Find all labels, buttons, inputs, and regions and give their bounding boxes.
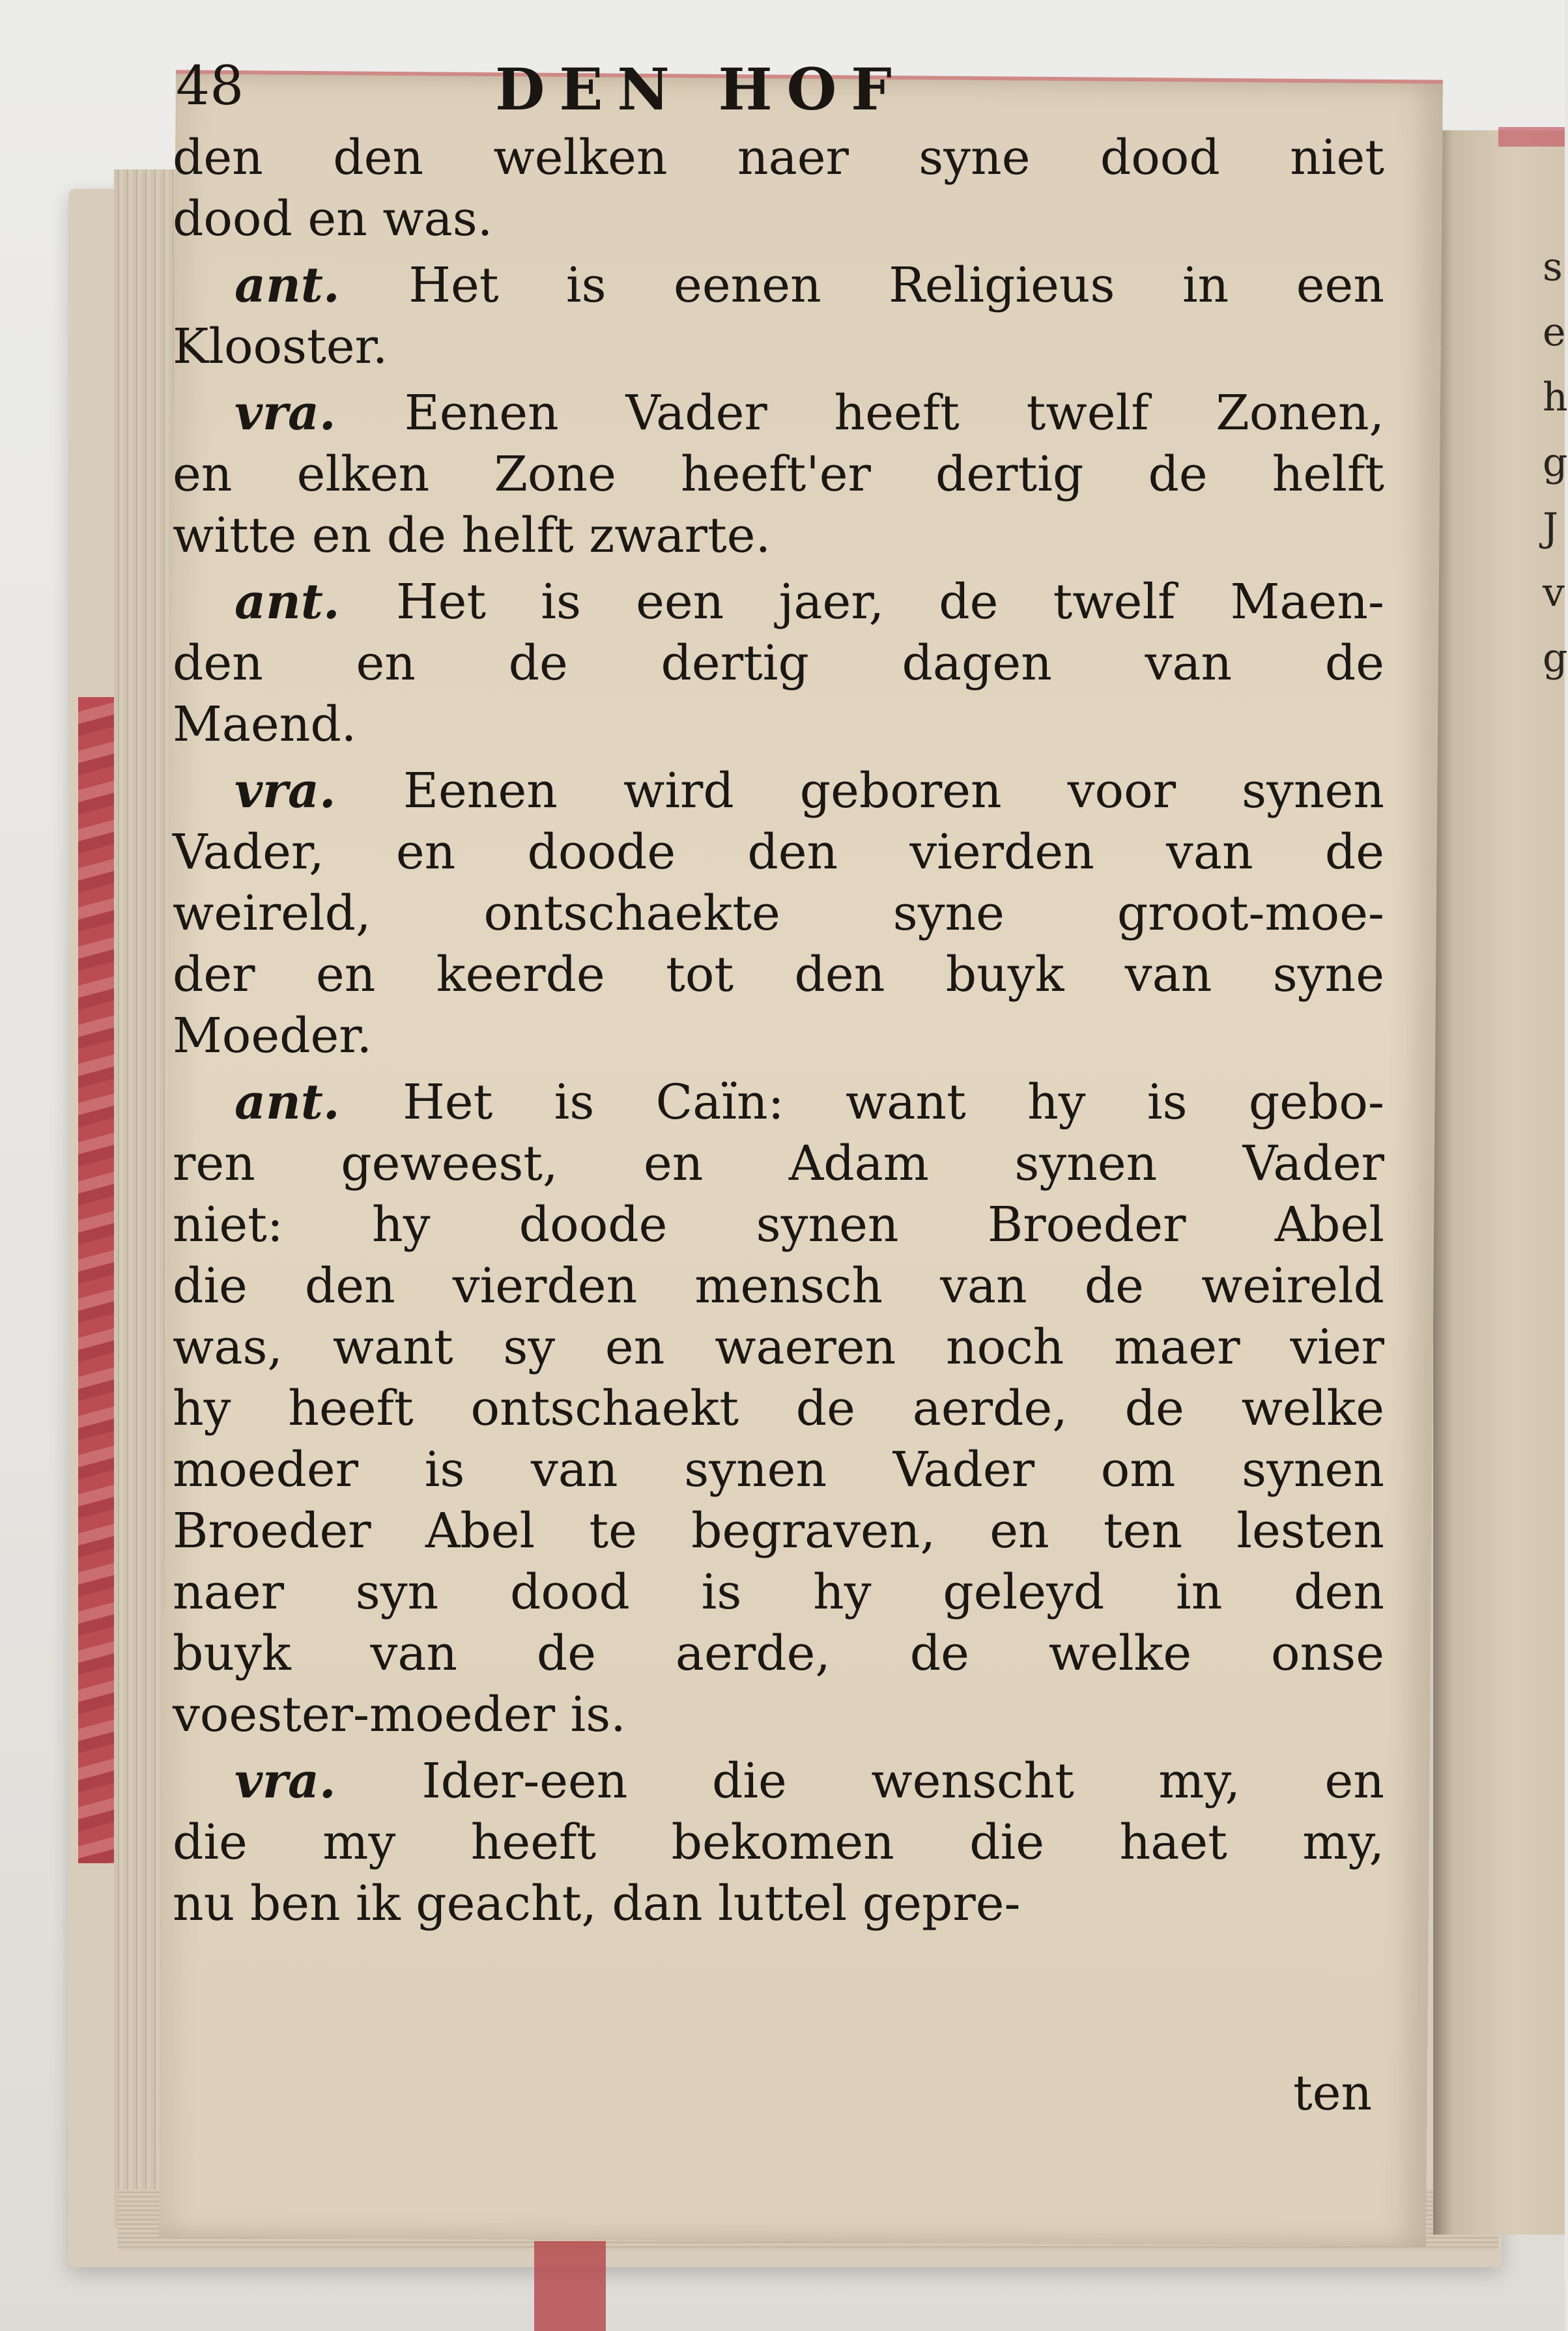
line-text: voester-moeder is. xyxy=(173,1687,626,1743)
line-text: buyk van de aerde, de welke onse xyxy=(173,1625,1384,1681)
text-line xyxy=(173,188,1384,250)
paragraph xyxy=(173,255,1384,377)
page-header xyxy=(176,55,1381,134)
text-line xyxy=(173,944,1384,1005)
line-text: Maend. xyxy=(173,696,357,752)
text-line xyxy=(173,1562,1384,1623)
paragraph xyxy=(173,382,1384,566)
page-number: 48 xyxy=(176,55,244,117)
text-line xyxy=(173,444,1384,505)
text-line xyxy=(173,822,1384,883)
text-line xyxy=(173,505,1384,566)
text-line xyxy=(173,694,1384,755)
text-line xyxy=(173,760,1384,822)
paragraph-gap xyxy=(173,1934,1384,1939)
line-text: Eenen Vader heeft twelf Zonen, xyxy=(404,385,1385,441)
text-line xyxy=(173,1623,1384,1684)
facing-page-letter: v xyxy=(1543,570,1565,616)
paragraph xyxy=(173,1072,1384,1745)
text-line xyxy=(173,1072,1384,1133)
paragraph xyxy=(173,571,1384,755)
line-text: hy heeft ontschaekt de aerde, de welke xyxy=(173,1380,1384,1437)
text-line xyxy=(173,1751,1384,1812)
facing-page-letter: J xyxy=(1543,505,1559,551)
text-line xyxy=(173,1133,1384,1194)
line-text: Het is een jaer, de twelf Maen- xyxy=(396,574,1384,630)
running-head: DEN HOF xyxy=(495,55,906,123)
line-text: Het is Caïn: want hy is gebo- xyxy=(403,1074,1384,1130)
line-text: der en keerde tot den buyk van syne xyxy=(173,947,1384,1003)
facing-page-letter: g xyxy=(1543,635,1568,681)
text-line xyxy=(173,1439,1384,1500)
line-text: was, want sy en waeren noch maer vier xyxy=(173,1319,1384,1375)
text-line xyxy=(173,1684,1384,1745)
paragraph-gap xyxy=(173,250,1384,255)
text-line xyxy=(173,633,1384,694)
text-line xyxy=(173,571,1384,633)
text-line xyxy=(173,127,1384,188)
line-text: die den vierden mensch van de weireld xyxy=(173,1258,1384,1314)
text-line xyxy=(173,1317,1384,1378)
text-line xyxy=(173,1255,1384,1317)
paragraph xyxy=(173,760,1384,1066)
text-line xyxy=(173,316,1384,377)
red-cover-corner xyxy=(534,2241,606,2331)
text-line xyxy=(173,1500,1384,1562)
text-line xyxy=(173,883,1384,944)
paragraph xyxy=(173,1751,1384,1934)
line-text: Het is eenen Religieus in een xyxy=(408,257,1384,313)
line-text: Broeder Abel te begraven, en ten lesten xyxy=(173,1503,1384,1559)
catchword: ten xyxy=(1293,2065,1373,2121)
paragraph-gap xyxy=(173,1066,1384,1072)
line-text: die my heeft bekomen die haet my, xyxy=(173,1814,1384,1870)
text-line xyxy=(173,1378,1384,1439)
line-text: naer syn dood is hy geleyd in den xyxy=(173,1564,1384,1620)
facing-page-letter: g xyxy=(1543,440,1568,485)
text-line xyxy=(173,1873,1384,1934)
line-text: nu ben ik geacht, dan luttel gepre- xyxy=(173,1876,1021,1932)
dialogue-label: ant. xyxy=(235,1074,403,1130)
text-line xyxy=(173,1005,1384,1066)
line-text: Eenen wird geboren voor synen xyxy=(403,763,1384,819)
line-text: den en de dertig dagen van de xyxy=(173,635,1384,691)
text-line xyxy=(173,1194,1384,1255)
line-text: witte en de helft zwarte. xyxy=(173,508,771,564)
paragraph-gap xyxy=(173,377,1384,382)
line-text: den den welken naer syne dood niet xyxy=(173,130,1384,186)
facing-page-letter: e xyxy=(1543,309,1566,355)
paragraph-gap xyxy=(173,566,1384,571)
text-line xyxy=(173,382,1384,444)
dialogue-label: vra. xyxy=(235,763,403,819)
facing-page-letter: h xyxy=(1543,375,1568,420)
facing-page-red-edge xyxy=(1498,127,1565,147)
text-line xyxy=(173,1812,1384,1873)
dialogue-label: ant. xyxy=(235,257,409,313)
line-text: Ider-een die wenscht my, en xyxy=(421,1753,1384,1809)
paragraph-gap xyxy=(173,755,1384,760)
line-text: Klooster. xyxy=(173,319,388,375)
page-text xyxy=(173,127,1384,1939)
line-text: moeder is van synen Vader om synen xyxy=(173,1442,1384,1498)
paragraph-gap xyxy=(173,1745,1384,1751)
line-text: niet: hy doode synen Broeder Abel xyxy=(173,1197,1384,1253)
line-text: Moeder. xyxy=(173,1008,373,1064)
line-text: en elken Zone heeft'er dertig de helft xyxy=(173,446,1384,502)
facing-page-letter: s xyxy=(1543,244,1563,290)
dialogue-label: vra. xyxy=(235,1753,422,1809)
paragraph xyxy=(173,127,1384,250)
line-text: Vader, en doode den vierden van de xyxy=(173,824,1384,880)
dialogue-label: vra. xyxy=(235,385,405,441)
line-text: ren geweest, en Adam synen Vader xyxy=(173,1136,1384,1192)
dialogue-label: ant. xyxy=(235,574,397,630)
facing-page-letters xyxy=(1543,235,1568,691)
line-text: weireld, ontschaekte syne groot-moe- xyxy=(173,885,1384,941)
text-line xyxy=(173,255,1384,316)
line-text: dood en was. xyxy=(173,191,493,247)
